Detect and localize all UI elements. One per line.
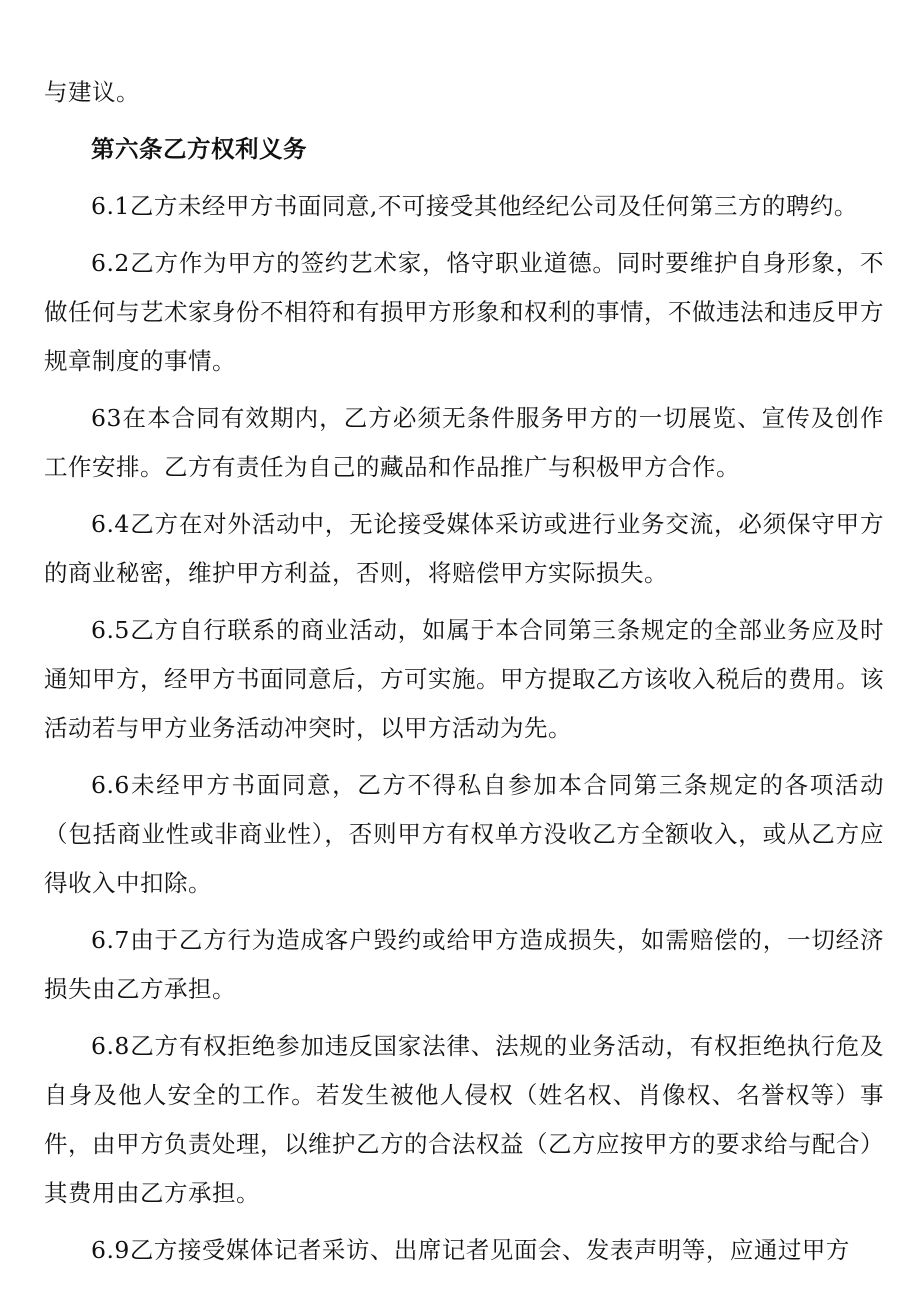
clause-6-2: 6.2乙方作为甲方的签约艺术家，恪守职业道德。同时要维护自身形象，不做任何与艺术家身份不相符和有损甲方形象和权利的事情，不做违法和违反甲方规章制度的事情。 [44, 249, 884, 375]
clause-6-8: 6.8乙方有权拒绝参加违反国家法律、法规的业务活动，有权拒绝执行危及自身及他人安全的工作。若发生被他人侵权（姓名权、肖像权、名誉权等）事件，由甲方负责处理，以维护乙方的合法权益（乙方应按甲方的要求给与配合）其费用由乙方承担。 [44, 1032, 884, 1207]
clause-6-9: 6.9乙方接受媒体记者采访、出席记者见面会、发表声明等，应通过甲方 [91, 1236, 850, 1264]
clause-6-6: 6.6未经甲方书面同意，乙方不得私自参加本合同第三条规定的各项活动（包括商业性或非商业性），否则甲方有权单方没收乙方全额收入，或从乙方应得收入中扣除。 [44, 771, 884, 897]
paragraph-continuation: 与建议。 [44, 78, 140, 106]
clause-6-5: 6.5乙方自行联系的商业活动，如属于本合同第三条规定的全部业务应及时通知甲方，经甲方书面同意后，方可实施。甲方提取乙方该收入税后的费用。该活动若与甲方业务活动冲突时，以甲方活动为先。 [44, 616, 884, 742]
clause-6-4: 6.4乙方在对外活动中，无论接受媒体采访或进行业务交流，必须保守甲方的商业秘密，维护甲方利益，否则，将赔偿甲方实际损失。 [44, 510, 884, 587]
clause-6-7: 6.7由于乙方行为造成客户毁约或给甲方造成损失，如需赔偿的，一切经济损失由乙方承担。 [44, 926, 884, 1003]
clause-6-3: 63在本合同有效期内，乙方必须无条件服务甲方的一切展览、宣传及创作工作安排。乙方有责任为自己的藏品和作品推广与积极甲方合作。 [44, 404, 884, 481]
section-heading: 第六条乙方权利义务 [91, 135, 307, 163]
clause-6-1: 6.1乙方未经甲方书面同意,不可接受其他经纪公司及任何第三方的聘约。 [91, 192, 858, 220]
document-page [44, 68, 884, 1283]
